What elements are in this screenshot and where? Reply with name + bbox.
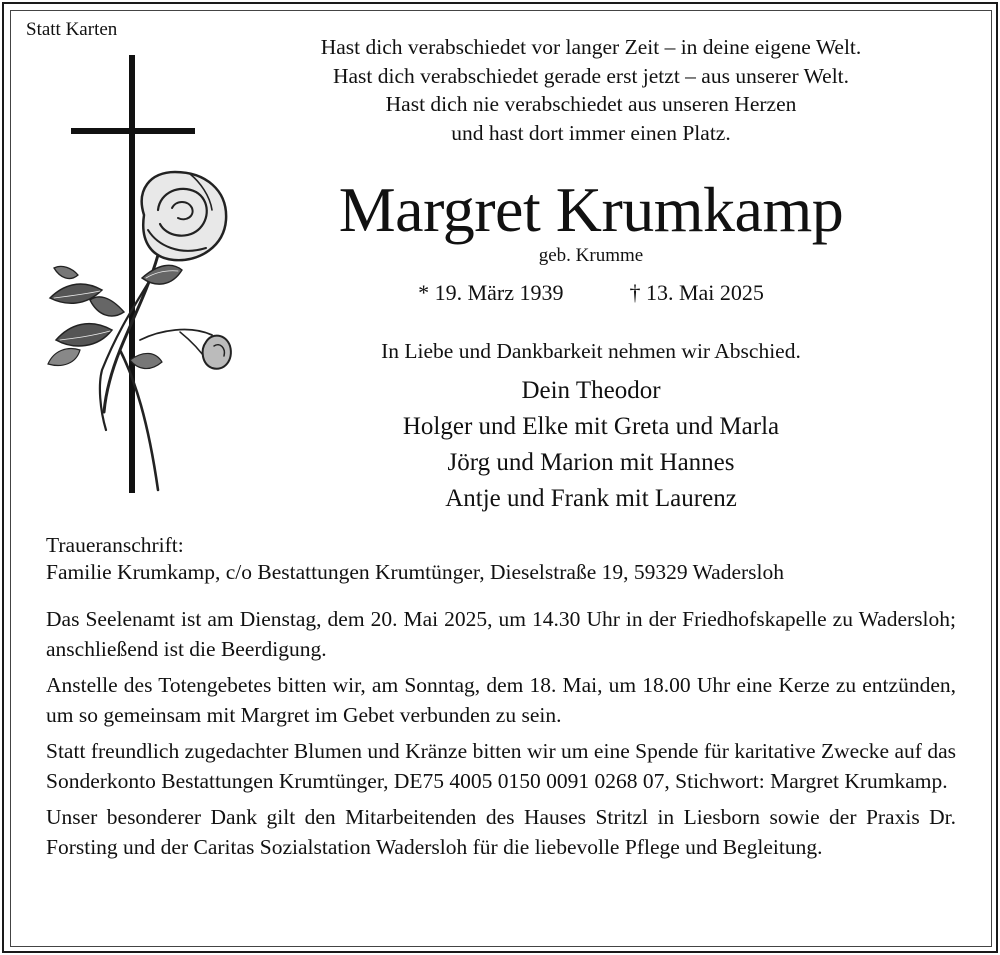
- farewell-line: In Liebe und Dankbarkeit nehmen wir Abschied.: [381, 339, 801, 363]
- kicker-text: Statt Karten: [26, 19, 118, 40]
- life-dates: [246, 279, 936, 307]
- family-line: Holger und Elke mit Greta und Marla: [402, 413, 780, 440]
- deceased-name: Margret Krumkamp: [338, 174, 844, 245]
- address-label: Traueranschrift:: [46, 533, 184, 557]
- cross-rose-illustration: [40, 50, 250, 500]
- family-line: Antje und Frank mit Laurenz: [445, 485, 737, 512]
- birth-name: geb. Krumme: [538, 245, 644, 266]
- poem-line: Hast dich verabschiedet gerade erst jetzt – aus unserer Welt.: [332, 63, 850, 88]
- notice-paragraph: Statt freundlich zugedachter Blumen und Kränze bitten wir um eine Spende für karitative Zwecke auf das Sonderkonto Bestattungen Krumtünger, DE75 4005 0150 0091 0268 07, Stichwort: Margret Krumkamp.: [46, 739, 956, 793]
- rose-icon: [48, 172, 231, 490]
- poem-line: Hast dich verabschiedet vor langer Zeit – in deine eigene Welt.: [320, 35, 862, 59]
- poem-line: Hast dich nie verabschiedet aus unseren Herzen: [385, 92, 797, 116]
- poem: [246, 33, 936, 147]
- family-list: [246, 373, 936, 517]
- family-line: Jörg und Marion mit Hannes: [447, 449, 735, 476]
- death-date: † 13. Mai 2025: [629, 280, 764, 305]
- notice-paragraph: Unser besonderer Dank gilt den Mitarbeitenden des Hauses Stritzl in Liesborn sowie der Praxis Dr. Forsting und der Caritas Sozialstation Wadersloh für die liebevolle Pflege und Begleitung.: [46, 805, 956, 859]
- address-text: Familie Krumkamp, c/o Bestattungen Krumtünger, Dieselstraße 19, 59329 Wadersloh: [46, 560, 785, 584]
- notices: [46, 604, 956, 868]
- notice-paragraph: Anstelle des Totengebetes bitten wir, am Sonntag, dem 18. Mai, um 18.00 Uhr eine Kerze zu entzünden, um so gemeinsam mit Margret im Gebet verbunden zu sein.: [46, 673, 956, 727]
- notice-paragraph: Das Seelenamt ist am Dienstag, dem 20. Mai 2025, um 14.30 Uhr in der Friedhofskapelle zu Wadersloh; anschließend ist die Beerdigung.: [46, 607, 956, 661]
- birth-date: * 19. März 1939: [418, 280, 564, 305]
- mourning-address: [46, 532, 966, 586]
- poem-line: und hast dort immer einen Platz.: [451, 120, 731, 145]
- family-line: Dein Theodor: [521, 377, 661, 404]
